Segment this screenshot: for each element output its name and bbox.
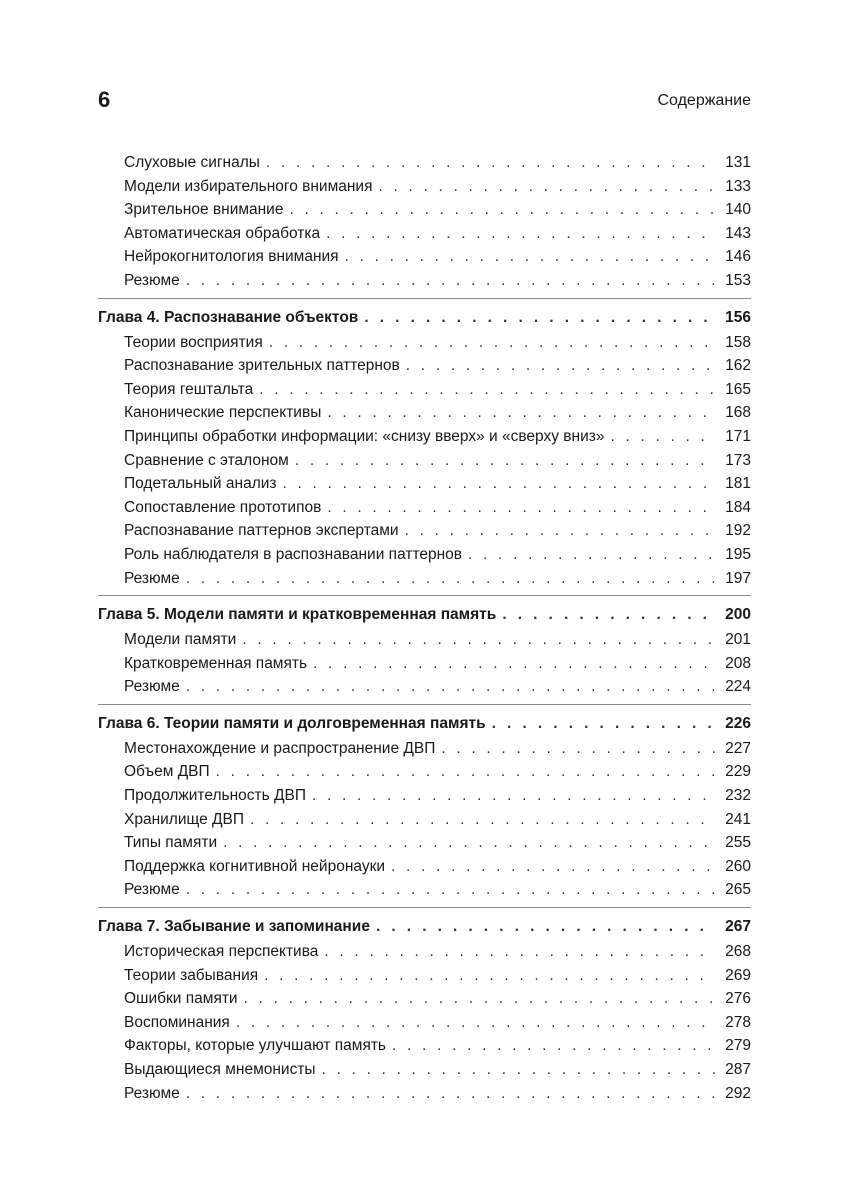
section-entry-page: 229 <box>725 763 751 781</box>
section-entry <box>98 567 751 591</box>
dot-leader <box>312 784 715 808</box>
dot-leader <box>345 245 715 269</box>
section-entry-page: 195 <box>725 545 751 563</box>
section-entry-page: 165 <box>725 380 751 398</box>
dot-leader <box>244 987 715 1011</box>
dot-leader <box>186 878 715 902</box>
section-entry-title: Объем ДВП <box>124 763 210 781</box>
dot-leader <box>289 198 715 222</box>
section-entry-page: 224 <box>725 678 751 696</box>
dot-leader <box>223 831 715 855</box>
section-entry <box>98 496 751 520</box>
section-entry <box>98 808 751 832</box>
section-entry-page: 232 <box>725 787 751 805</box>
section-entry-page: 227 <box>725 739 751 757</box>
dot-leader <box>236 1011 715 1035</box>
section-entry-page: 146 <box>725 248 751 266</box>
dot-leader <box>326 222 715 246</box>
section-entry-page: 269 <box>725 966 751 984</box>
dot-leader <box>378 175 715 199</box>
section-entry <box>98 269 751 293</box>
section-entry-title: Теории забывания <box>124 966 259 984</box>
section-entry <box>98 737 751 761</box>
section-entry <box>98 784 751 808</box>
section-entry-page: 133 <box>725 177 751 195</box>
section-entry-title: Местонахождение и распространение ДВП <box>124 739 436 757</box>
dot-leader <box>322 1058 715 1082</box>
dot-leader <box>392 1034 715 1058</box>
chapter-entry-title: Глава 4. Распознавание объектов <box>98 308 359 326</box>
section-entry <box>98 401 751 425</box>
section-entry <box>98 1034 751 1058</box>
section-entry <box>98 964 751 988</box>
section-entry-page: 171 <box>725 427 751 445</box>
section-entry <box>98 354 751 378</box>
section-entry-page: 143 <box>725 224 751 242</box>
section-entry <box>98 652 751 676</box>
section-entry <box>98 1058 751 1082</box>
dot-leader <box>250 808 715 832</box>
section-entry-title: Резюме <box>124 881 180 899</box>
chapter-entry <box>98 914 751 940</box>
dot-leader <box>376 914 715 940</box>
section-entry-page: 181 <box>725 475 751 493</box>
section-entry <box>98 628 751 652</box>
section-entry <box>98 151 751 175</box>
running-title: Содержание <box>657 92 751 109</box>
dot-leader <box>406 354 715 378</box>
section-entry <box>98 987 751 1011</box>
section-entry-page: 158 <box>725 333 751 351</box>
chapter-block <box>98 595 751 699</box>
dot-leader <box>502 602 715 628</box>
section-entry-page: 279 <box>725 1037 751 1055</box>
section-entry-title: Нейрокогнитология внимания <box>124 248 339 266</box>
dot-leader <box>492 711 715 737</box>
section-entry-page: 265 <box>725 881 751 899</box>
chapter-entry-page: 267 <box>725 918 751 936</box>
chapter-entry-title: Глава 7. Забывание и запоминание <box>98 918 370 936</box>
section-entry-title: Резюме <box>124 1084 180 1102</box>
section-entry <box>98 878 751 902</box>
section-entry-page: 255 <box>725 834 751 852</box>
chapter-block <box>98 298 751 591</box>
section-entry-page: 131 <box>725 154 751 171</box>
section-entry-page: 168 <box>725 404 751 422</box>
section-entry-title: Кратковременная память <box>124 654 308 672</box>
section-entry-page: 260 <box>725 857 751 875</box>
section-entry-title: Резюме <box>124 678 180 696</box>
section-entry-title: Поддержка когнитивной нейронауки <box>124 857 386 875</box>
section-entry-title: Резюме <box>124 569 180 587</box>
section-entry-page: 241 <box>725 810 751 828</box>
section-entry-page: 292 <box>725 1084 751 1102</box>
dot-leader <box>313 652 715 676</box>
dot-leader <box>468 543 715 567</box>
chapter-entry <box>98 305 751 331</box>
section-entry <box>98 198 751 222</box>
section-entry <box>98 855 751 879</box>
dot-leader <box>186 1082 715 1106</box>
section-entry-title: Сравнение с эталоном <box>124 451 289 469</box>
section-entry-title: Слуховые сигналы <box>124 154 260 171</box>
chapter-entry-title: Глава 6. Теории памяти и долговременная память <box>98 714 486 732</box>
section-entry-page: 153 <box>725 271 751 289</box>
section-entry-page: 140 <box>725 201 751 219</box>
section-entry-title: Роль наблюдателя в распознавании паттернов <box>124 545 463 563</box>
section-entry-title: Автоматическая обработка <box>124 224 321 242</box>
section-entry <box>98 245 751 269</box>
section-entry-page: 162 <box>725 357 751 375</box>
section-entry-page: 197 <box>725 569 751 587</box>
dot-leader <box>391 855 715 879</box>
chapter-entry <box>98 602 751 628</box>
dot-leader <box>216 760 715 784</box>
section-entry-title: Историческая перспектива <box>124 943 319 961</box>
section-entry-title: Хранилище ДВП <box>124 810 244 828</box>
section-entry-page: 184 <box>725 498 751 516</box>
section-entry-title: Принципы обработки информации: «снизу вверх» и «сверху вниз» <box>124 427 605 445</box>
section-entry <box>98 378 751 402</box>
continued-block <box>98 151 751 293</box>
section-entry-page: 208 <box>725 654 751 672</box>
section-entry-page: 192 <box>725 522 751 540</box>
section-entry-title: Выдающиеся мнемонисты <box>124 1061 316 1078</box>
section-entry <box>98 425 751 449</box>
section-entry-title: Модели избирательного внимания <box>124 177 373 195</box>
dot-leader <box>364 305 715 331</box>
chapter-entry <box>98 711 751 737</box>
section-entry-title: Резюме <box>124 271 180 289</box>
chapter-entry-page: 156 <box>725 308 751 326</box>
section-entry <box>98 675 751 699</box>
dot-leader <box>186 269 715 293</box>
section-entry <box>98 472 751 496</box>
section-entry-title: Модели памяти <box>124 631 237 649</box>
section-entry-title: Теории восприятия <box>124 333 263 351</box>
section-entry-page: 278 <box>725 1013 751 1031</box>
section-entry-page: 201 <box>725 631 751 649</box>
dot-leader <box>295 449 715 473</box>
section-entry <box>98 1082 751 1106</box>
section-entry <box>98 831 751 855</box>
section-entry <box>98 543 751 567</box>
section-entry <box>98 760 751 784</box>
chapter-entry-page: 226 <box>725 714 751 732</box>
dot-leader <box>266 151 715 175</box>
section-entry <box>98 1011 751 1035</box>
dot-leader <box>610 425 715 449</box>
section-entry-page: 173 <box>725 451 751 469</box>
section-entry <box>98 331 751 355</box>
section-entry-title: Типы памяти <box>124 834 218 852</box>
section-entry-title: Воспоминания <box>124 1013 230 1031</box>
section-entry-page: 276 <box>725 990 751 1008</box>
section-entry-page: 287 <box>725 1061 751 1078</box>
dot-leader <box>441 737 715 761</box>
section-entry <box>98 519 751 543</box>
section-entry-title: Сопоставление прототипов <box>124 498 322 516</box>
section-entry-title: Теория гештальта <box>124 380 254 398</box>
page-number: 6 <box>98 87 111 112</box>
dot-leader <box>327 496 715 520</box>
section-entry <box>98 175 751 199</box>
section-entry-title: Ошибки памяти <box>124 990 238 1008</box>
dot-leader <box>283 472 715 496</box>
chapter-block <box>98 907 751 1105</box>
dot-leader <box>264 964 715 988</box>
dot-leader <box>186 567 715 591</box>
chapter-block <box>98 704 751 902</box>
section-entry-title: Распознавание зрительных паттернов <box>124 357 400 375</box>
table-of-contents <box>98 151 751 1105</box>
section-entry-title: Канонические перспективы <box>124 404 322 422</box>
dot-leader <box>186 675 715 699</box>
dot-leader <box>242 628 715 652</box>
section-entry <box>98 940 751 964</box>
section-entry-title: Распознавание паттернов экспертами <box>124 522 399 540</box>
dot-leader <box>405 519 715 543</box>
chapter-entry-page: 200 <box>725 606 751 624</box>
section-entry-title: Зрительное внимание <box>124 201 284 219</box>
section-entry-page: 268 <box>725 943 751 961</box>
dot-leader <box>269 331 715 355</box>
dot-leader <box>259 378 715 402</box>
section-entry-title: Факторы, которые улучшают память <box>124 1037 387 1055</box>
chapter-entry-title: Глава 5. Модели памяти и кратковременная память <box>98 606 497 624</box>
section-entry-title: Продолжительность ДВП <box>124 787 306 805</box>
section-entry <box>98 222 751 246</box>
section-entry <box>98 449 751 473</box>
dot-leader <box>327 401 715 425</box>
section-entry-title: Подетальный анализ <box>124 475 277 493</box>
dot-leader <box>324 940 715 964</box>
